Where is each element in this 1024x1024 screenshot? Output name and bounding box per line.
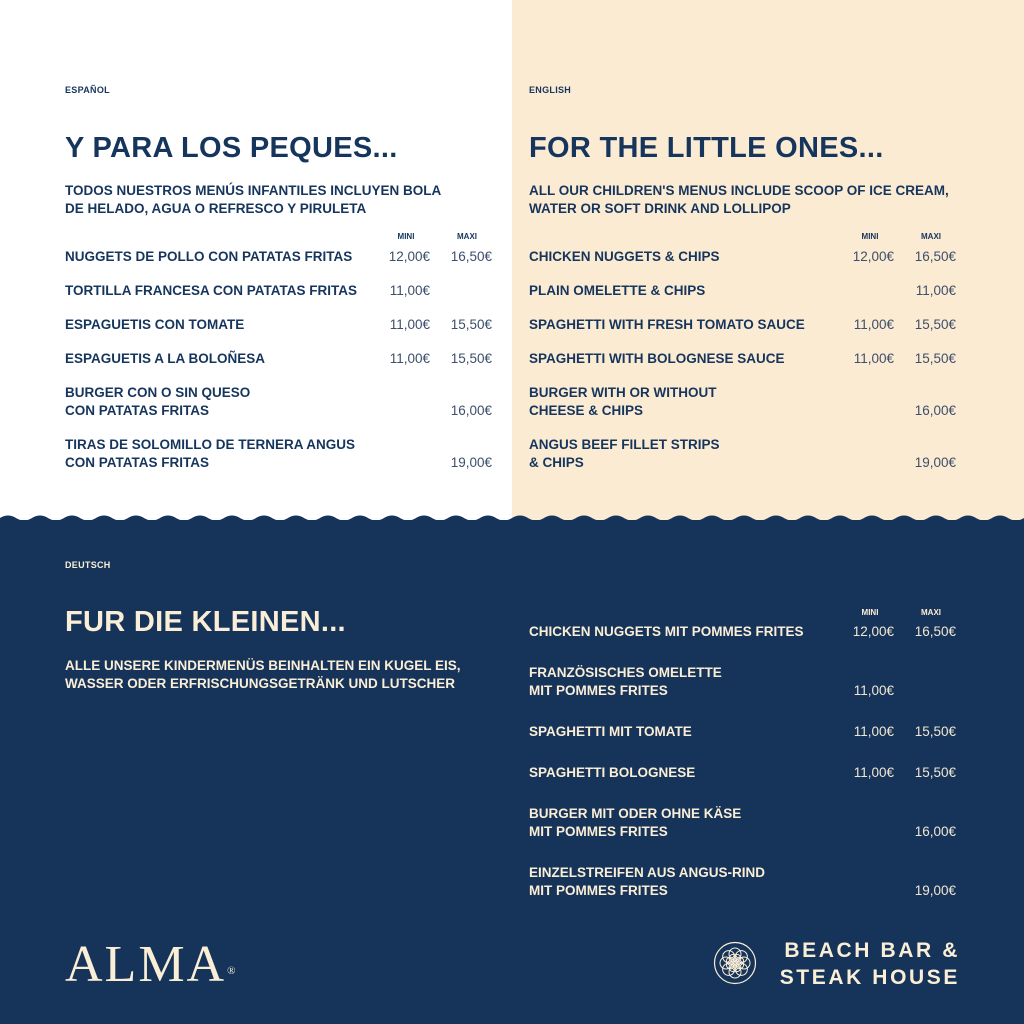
spanish-language-label: ESPAÑOL [65, 85, 110, 95]
item-name: TIRAS DE SOLOMILLO DE TERNERA ANGUS CON PATATAS FRITAS [65, 437, 356, 470]
item-price-mini: 12,00€ [852, 624, 894, 639]
item-price-mini: 11,00€ [853, 351, 894, 366]
item-price-mini: 11,00€ [853, 765, 894, 780]
registered-mark: ® [227, 965, 238, 977]
german-language-label: DEUTSCH [65, 560, 111, 570]
mini-column-header: MINI [861, 232, 879, 241]
menu-item [65, 282, 493, 300]
item-price-mini: 11,00€ [389, 317, 430, 332]
menu-item [529, 436, 957, 472]
menu-item [65, 436, 493, 472]
menu-item [529, 864, 957, 900]
item-name: BURGER MIT ODER OHNE KÄSE MIT POMMES FRITES [529, 806, 742, 839]
menu-item [529, 764, 957, 782]
item-name: EINZELSTREIFEN AUS ANGUS-RIND MIT POMMES FRITES [529, 865, 766, 898]
maxi-column-header: MAXI [921, 608, 941, 617]
menu-item [529, 623, 957, 641]
menu-item [529, 805, 957, 841]
menu-item [529, 282, 957, 300]
item-price-maxi: 16,50€ [450, 249, 492, 264]
price-column-headers [529, 232, 957, 246]
english-language-label: ENGLISH [529, 85, 572, 95]
flower-mandala-icon [713, 941, 757, 985]
item-price-mini: 11,00€ [853, 683, 894, 698]
wave-divider [0, 500, 1024, 540]
item-price-maxi: 15,50€ [914, 724, 956, 739]
item-price-maxi: 16,00€ [914, 403, 956, 418]
item-price-maxi: 19,00€ [914, 455, 956, 470]
item-name: TORTILLA FRANCESA CON PATATAS FRITAS [65, 283, 357, 298]
price-column-headers [529, 608, 957, 622]
maxi-column-header: MAXI [921, 232, 941, 241]
menu-item [65, 316, 493, 334]
item-name: CHICKEN NUGGETS & CHIPS [529, 249, 720, 264]
english-title: FOR THE LITTLE ONES... [529, 132, 884, 164]
german-menu [529, 608, 957, 900]
item-name: SPAGHETTI MIT TOMATE [529, 724, 692, 739]
item-price-mini: 11,00€ [389, 283, 430, 298]
item-price-maxi: 16,50€ [914, 249, 956, 264]
menu-item [529, 350, 957, 368]
spanish-intro: TODOS NUESTROS MENÚS INFANTILES INCLUYEN BOLA DE HELADO, AGUA O REFRESCO Y PIRULETA [65, 183, 442, 216]
menu-item [65, 350, 493, 368]
item-name: SPAGHETTI BOLOGNESE [529, 765, 696, 780]
item-price-mini: 11,00€ [853, 724, 894, 739]
mini-column-header: MINI [861, 608, 879, 617]
english-menu [529, 232, 957, 472]
brand-tagline: BEACH BAR & STEAK HOUSE [779, 939, 960, 989]
item-price-mini: 12,00€ [852, 249, 894, 264]
item-price-maxi: 16,00€ [450, 403, 492, 418]
german-title: FUR DIE KLEINEN... [65, 606, 346, 638]
item-price-maxi: 16,00€ [914, 824, 956, 839]
item-price-mini: 11,00€ [389, 351, 430, 366]
menu-item [529, 723, 957, 741]
logo-text: ALMA [65, 936, 227, 993]
item-name: CHICKEN NUGGETS MIT POMMES FRITES [529, 624, 804, 639]
item-price-maxi: 19,00€ [914, 883, 956, 898]
menu-item [529, 384, 957, 420]
mini-column-header: MINI [397, 232, 415, 241]
item-price-maxi: 11,00€ [915, 283, 956, 298]
item-name: SPAGHETTI WITH BOLOGNESE SAUCE [529, 351, 785, 366]
item-name: SPAGHETTI WITH FRESH TOMATO SAUCE [529, 317, 805, 332]
menu-item [65, 248, 493, 266]
menu-item [65, 384, 493, 420]
item-price-maxi: 15,50€ [914, 317, 956, 332]
menu-item [529, 316, 957, 334]
item-name: ANGUS BEEF FILLET STRIPS & CHIPS [529, 437, 720, 470]
item-name: BURGER CON O SIN QUESO CON PATATAS FRITAS [65, 385, 251, 418]
item-name: NUGGETS DE POLLO CON PATATAS FRITAS [65, 249, 353, 264]
item-price-maxi: 19,00€ [450, 455, 492, 470]
spanish-menu [65, 232, 493, 472]
item-price-mini: 11,00€ [853, 317, 894, 332]
menu-item [529, 248, 957, 266]
price-column-headers [65, 232, 493, 246]
german-intro: ALLE UNSERE KINDERMENÜS BEINHALTEN EIN KUGEL EIS, WASSER ODER ERFRISCHUNGSGETRÄNK UND LUTSCHER [65, 658, 461, 691]
item-name: BURGER WITH OR WITHOUT CHEESE & CHIPS [529, 385, 717, 418]
item-price-maxi: 15,50€ [914, 351, 956, 366]
item-name: ESPAGUETIS A LA BOLOÑESA [65, 351, 266, 366]
item-price-maxi: 15,50€ [450, 317, 492, 332]
item-price-maxi: 16,50€ [914, 624, 956, 639]
maxi-column-header: MAXI [457, 232, 477, 241]
item-name: ESPAGUETIS CON TOMATE [65, 317, 245, 332]
menu-item [529, 664, 957, 700]
item-price-maxi: 15,50€ [450, 351, 492, 366]
item-price-maxi: 15,50€ [914, 765, 956, 780]
item-name: FRANZÖSISCHES OMELETTE MIT POMMES FRITES [529, 665, 722, 698]
spanish-title: Y PARA LOS PEQUES... [65, 132, 398, 164]
english-intro: ALL OUR CHILDREN'S MENUS INCLUDE SCOOP OF ICE CREAM, WATER OR SOFT DRINK AND LOLLIPOP [529, 183, 949, 216]
alma-logo [65, 935, 237, 995]
item-price-mini: 12,00€ [388, 249, 430, 264]
item-name: PLAIN OMELETTE & CHIPS [529, 283, 706, 298]
